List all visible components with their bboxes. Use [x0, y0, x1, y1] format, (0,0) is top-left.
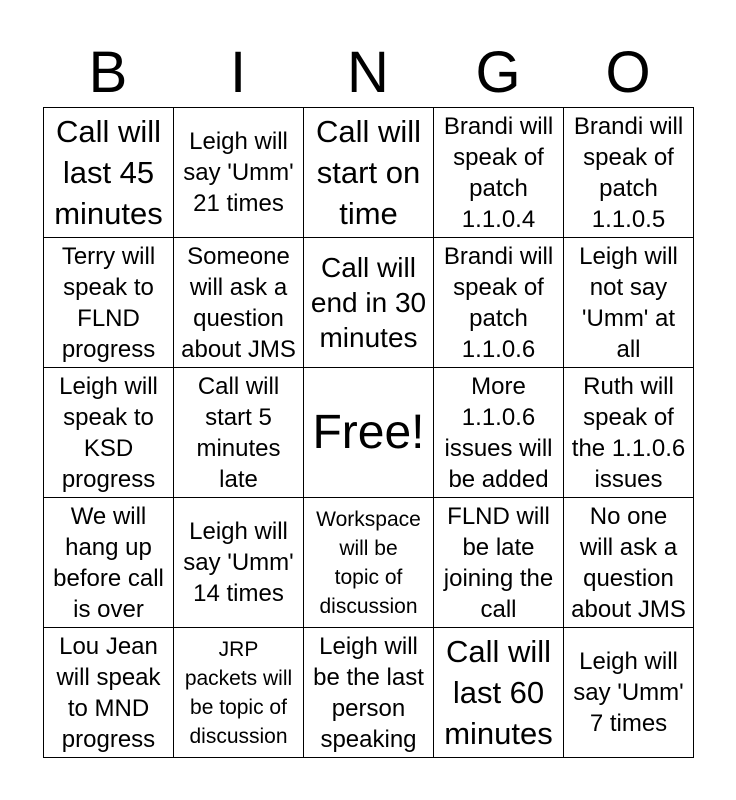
header-letter-g: G: [475, 40, 521, 105]
header-letter-o: O: [605, 40, 651, 105]
bingo-cell[interactable]: [44, 238, 174, 368]
bingo-cell[interactable]: [174, 498, 304, 628]
cell-text: Leigh will say 'Umm' 7 times: [573, 648, 684, 737]
bingo-cell[interactable]: [304, 108, 434, 238]
bingo-cell[interactable]: [434, 108, 564, 238]
cell-text: Ruth will speak of the 1.1.0.6 issues: [571, 372, 686, 493]
bingo-cell[interactable]: [434, 628, 564, 758]
header-letter-n: N: [347, 40, 389, 105]
cell-text: Call will start on time: [315, 114, 422, 231]
cell-text: Leigh will be the last person speaking: [313, 632, 424, 753]
cell-text: More 1.1.0.6 issues will be added: [444, 372, 553, 493]
cell-text: FLND will be late joining the call: [443, 502, 554, 623]
bingo-cell[interactable]: [564, 368, 694, 498]
cell-text: Call will end in 30 minutes: [310, 252, 427, 353]
cell-text: Brandi will speak of patch 1.1.0.5: [573, 112, 684, 233]
cell-text: Someone will ask a question about JMS: [181, 242, 296, 363]
cell-text: Leigh will say 'Umm' 21 times: [183, 128, 294, 217]
cell-text: Call will last 60 minutes: [444, 634, 553, 751]
bingo-cell[interactable]: [44, 498, 174, 628]
bingo-cell[interactable]: [434, 498, 564, 628]
cell-text: Call will start 5 minutes late: [196, 372, 281, 493]
free-space-text: Free!: [312, 405, 425, 459]
bingo-cell[interactable]: [44, 628, 174, 758]
cell-text: Leigh will speak to KSD progress: [59, 372, 158, 493]
cell-text: JRP packets will be topic of discussion: [184, 637, 293, 748]
cell-text: Brandi will speak of patch 1.1.0.4: [443, 112, 554, 233]
bingo-cell[interactable]: [174, 108, 304, 238]
bingo-cell[interactable]: [304, 628, 434, 758]
cell-text: No one will ask a question about JMS: [571, 502, 686, 623]
cell-text: Leigh will say 'Umm' 14 times: [183, 518, 294, 607]
bingo-cell[interactable]: [304, 238, 434, 368]
cell-text: Brandi will speak of patch 1.1.0.6: [443, 242, 554, 363]
bingo-cell[interactable]: [174, 368, 304, 498]
cell-text: Lou Jean will speak to MND progress: [56, 632, 161, 753]
bingo-cell[interactable]: [174, 238, 304, 368]
cell-text: Call will last 45 minutes: [54, 114, 163, 231]
cell-text: We will hang up before call is over: [53, 502, 164, 623]
bingo-header: [43, 40, 693, 106]
bingo-cell[interactable]: [564, 238, 694, 368]
cell-text: Terry will speak to FLND progress: [61, 242, 156, 363]
bingo-cell[interactable]: [44, 108, 174, 238]
bingo-cell[interactable]: [304, 498, 434, 628]
header-letter-b: B: [88, 40, 128, 105]
bingo-cell[interactable]: [564, 628, 694, 758]
bingo-cell[interactable]: [434, 368, 564, 498]
free-space[interactable]: [304, 368, 434, 498]
bingo-cell[interactable]: [174, 628, 304, 758]
header-letter-i: I: [229, 40, 247, 105]
bingo-cell[interactable]: [44, 368, 174, 498]
bingo-cell[interactable]: [564, 108, 694, 238]
bingo-cell[interactable]: [564, 498, 694, 628]
bingo-cell[interactable]: [434, 238, 564, 368]
cell-text: Workspace will be topic of discussion: [316, 507, 421, 618]
bingo-card-grid: [43, 107, 694, 758]
cell-text: Leigh will not say 'Umm' at all: [579, 242, 678, 363]
